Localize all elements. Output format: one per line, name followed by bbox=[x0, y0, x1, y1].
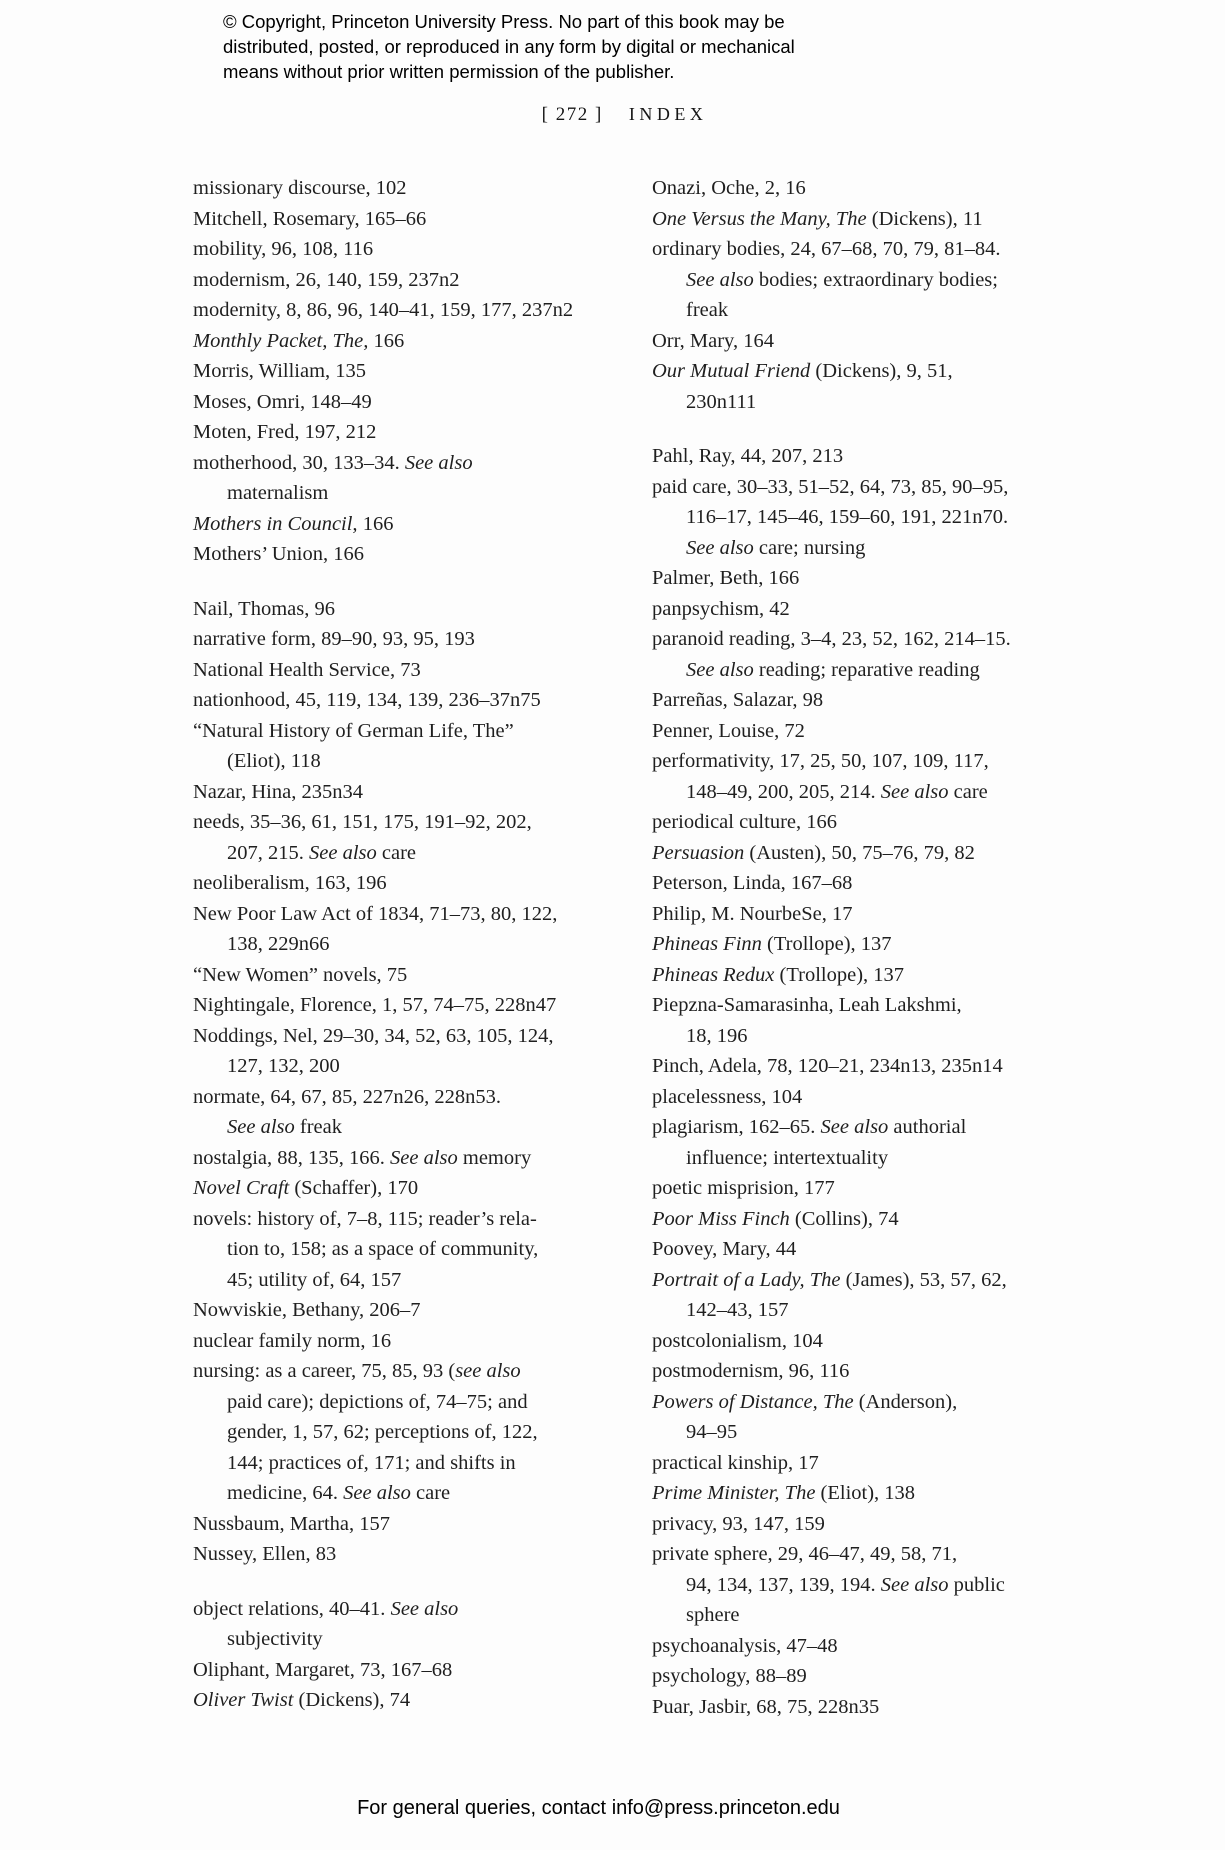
index-entry-line: Parreñas, Salazar, 98 bbox=[652, 689, 824, 711]
index-entry-line: Pahl, Ray, 44, 207, 213 bbox=[652, 445, 844, 467]
index-entry bbox=[652, 929, 1122, 960]
index-entry bbox=[652, 563, 1122, 594]
index-entry-line: postmodernism, 96, 116 bbox=[652, 1360, 850, 1382]
index-entry-line: sphere bbox=[686, 1604, 740, 1626]
index-entry bbox=[193, 387, 663, 418]
index-entry bbox=[652, 624, 1122, 685]
index-entry-line: Puar, Jasbir, 68, 75, 228n35 bbox=[652, 1695, 880, 1718]
index-entry-line: Poor Miss Finch (Collins), 74 bbox=[652, 1207, 899, 1230]
index-entry bbox=[193, 173, 663, 204]
index-entry-line: mobility, 96, 108, 116 bbox=[193, 238, 374, 260]
index-entry bbox=[193, 1021, 663, 1082]
index-entry-line: 144; practices of, 171; and shifts in bbox=[227, 1451, 516, 1474]
index-entry-line: psychology, 88–89 bbox=[652, 1665, 807, 1687]
index-entry bbox=[193, 1655, 663, 1686]
index-entry bbox=[652, 173, 1122, 204]
index-entry bbox=[652, 960, 1122, 991]
index-entry-line: 230n111 bbox=[686, 390, 757, 413]
index-entry-line: novels: history of, 7–8, 115; reader’s rela- bbox=[193, 1207, 537, 1230]
index-entry-line: private sphere, 29, 46–47, 49, 58, 71, bbox=[652, 1543, 958, 1565]
index-column-right bbox=[652, 173, 1122, 1722]
index-entry bbox=[193, 295, 663, 326]
index-entry-line: postcolonialism, 104 bbox=[652, 1329, 823, 1352]
index-entry bbox=[652, 472, 1122, 564]
index-entry-line: 94–95 bbox=[686, 1421, 738, 1443]
index-entry bbox=[193, 1326, 663, 1357]
index-entry-line: modernity, 8, 86, 96, 140–41, 159, 177, 237n2 bbox=[193, 299, 574, 321]
index-entry-line: 148–49, 200, 205, 214. See also care bbox=[686, 780, 988, 803]
index-entry-line: freak bbox=[686, 299, 729, 321]
letter-group-gap bbox=[193, 570, 663, 594]
copyright-line: © Copyright, Princeton University Press. No part of this book may be bbox=[223, 11, 785, 32]
index-entry-line: nuclear family norm, 16 bbox=[193, 1329, 392, 1352]
index-entry bbox=[193, 1539, 663, 1570]
index-entry-line: narrative form, 89–90, 93, 95, 193 bbox=[193, 628, 475, 650]
index-entry-line: maternalism bbox=[227, 482, 329, 504]
index-entry bbox=[652, 1265, 1122, 1326]
index-entry bbox=[652, 899, 1122, 930]
index-entry-line: Penner, Louise, 72 bbox=[652, 719, 805, 742]
index-entry bbox=[652, 746, 1122, 807]
index-entry-line: Moten, Fred, 197, 212 bbox=[193, 421, 377, 443]
index-entry-line: One Versus the Many, The (Dickens), 11 bbox=[652, 207, 983, 230]
index-entry bbox=[193, 539, 663, 570]
index-entry-line: Phineas Redux (Trollope), 137 bbox=[652, 963, 905, 986]
page-title: INDEX bbox=[628, 104, 708, 124]
index-entry-line: performativity, 17, 25, 50, 107, 109, 117, bbox=[652, 750, 989, 772]
index-entry bbox=[193, 655, 663, 686]
index-entry-line: Mothers in Council, 166 bbox=[193, 512, 394, 535]
index-entry bbox=[193, 1295, 663, 1326]
index-entry-line: New Poor Law Act of 1834, 71–73, 80, 122, bbox=[193, 902, 558, 925]
index-entry bbox=[193, 1685, 663, 1716]
footer-contact bbox=[357, 1797, 840, 1820]
index-entry-line: Novel Craft (Schaffer), 170 bbox=[193, 1177, 419, 1199]
index-entry bbox=[193, 448, 663, 509]
index-entry-line: medicine, 64. See also care bbox=[227, 1482, 451, 1504]
index-entry-line: Nussey, Ellen, 83 bbox=[193, 1543, 337, 1565]
index-entry-line: (Eliot), 118 bbox=[227, 750, 321, 772]
index-entry bbox=[652, 1173, 1122, 1204]
index-entry bbox=[652, 204, 1122, 235]
index-entry-line: modernism, 26, 140, 159, 237n2 bbox=[193, 268, 460, 291]
index-entry bbox=[193, 624, 663, 655]
index-entry-line: Onazi, Oche, 2, 16 bbox=[652, 177, 806, 199]
index-entry-line: panpsychism, 42 bbox=[652, 597, 790, 620]
index-entry bbox=[193, 899, 663, 960]
index-entry-line: poetic misprision, 177 bbox=[652, 1177, 835, 1199]
index-entry-line: object relations, 40–41. See also bbox=[193, 1597, 459, 1620]
index-entry-line: Morris, William, 135 bbox=[193, 360, 367, 382]
index-entry-line: needs, 35–36, 61, 151, 175, 191–92, 202, bbox=[193, 811, 532, 833]
letter-group-gap bbox=[652, 417, 1122, 441]
index-entry-line: influence; intertextuality bbox=[686, 1146, 889, 1169]
index-entry bbox=[652, 441, 1122, 472]
index-entry-line: See also freak bbox=[227, 1116, 342, 1138]
index-entry-line: Philip, M. NourbeSe, 17 bbox=[652, 902, 853, 925]
index-entry bbox=[652, 1448, 1122, 1479]
index-entry bbox=[652, 326, 1122, 357]
index-entry-line: nationhood, 45, 119, 134, 139, 236–37n75 bbox=[193, 689, 541, 711]
index-entry bbox=[193, 509, 663, 540]
index-entry-line: Palmer, Beth, 166 bbox=[652, 567, 800, 589]
index-entry bbox=[193, 685, 663, 716]
index-entry bbox=[193, 204, 663, 235]
index-entry bbox=[193, 716, 663, 777]
index-entry bbox=[652, 807, 1122, 838]
index-entry bbox=[652, 1661, 1122, 1692]
index-entry bbox=[193, 234, 663, 265]
index-entry-line: gender, 1, 57, 62; perceptions of, 122, bbox=[227, 1421, 538, 1443]
index-entry-line: normate, 64, 67, 85, 227n26, 228n53. bbox=[193, 1085, 502, 1108]
index-entry bbox=[193, 868, 663, 899]
index-entry bbox=[193, 1082, 663, 1143]
index-entry bbox=[193, 1143, 663, 1174]
index-entry-line: Mitchell, Rosemary, 165–66 bbox=[193, 207, 427, 230]
index-entry bbox=[652, 1692, 1122, 1723]
index-entry bbox=[193, 356, 663, 387]
index-entry bbox=[193, 265, 663, 296]
index-entry-line: 127, 132, 200 bbox=[227, 1055, 340, 1077]
index-entry bbox=[193, 777, 663, 808]
index-entry bbox=[652, 838, 1122, 869]
running-head bbox=[542, 104, 708, 126]
index-entry bbox=[652, 1234, 1122, 1265]
index-entry-line: 45; utility of, 64, 157 bbox=[227, 1268, 402, 1291]
index-entry-line: 138, 229n66 bbox=[227, 933, 330, 955]
index-entry-line: privacy, 93, 147, 159 bbox=[652, 1512, 825, 1535]
index-entry-line: periodical culture, 166 bbox=[652, 811, 838, 833]
index-entry-line: 207, 215. See also care bbox=[227, 841, 416, 864]
index-entry-line: “Natural History of German Life, The” bbox=[193, 719, 514, 742]
index-entry bbox=[652, 356, 1122, 417]
index-entry-line: Piepzna-Samarasinha, Leah Lakshmi, bbox=[652, 994, 962, 1016]
index-entry-line: missionary discourse, 102 bbox=[193, 177, 407, 199]
index-entry-line: subjectivity bbox=[227, 1628, 323, 1650]
index-entry bbox=[652, 1356, 1122, 1387]
index-entry-line: motherhood, 30, 133–34. See also bbox=[193, 451, 473, 474]
index-entry bbox=[652, 1509, 1122, 1540]
copyright-notice bbox=[223, 9, 795, 84]
index-entry-line: Nussbaum, Martha, 157 bbox=[193, 1512, 391, 1535]
index-entry-line: Oliver Twist (Dickens), 74 bbox=[193, 1689, 411, 1711]
index-entry bbox=[652, 594, 1122, 625]
index-entry-line: Moses, Omri, 148–49 bbox=[193, 390, 372, 413]
index-entry bbox=[193, 594, 663, 625]
index-entry-line: Oliphant, Margaret, 73, 167–68 bbox=[193, 1658, 453, 1681]
index-entry-line: paranoid reading, 3–4, 23, 52, 162, 214–15. bbox=[652, 628, 1011, 650]
index-entry-line: “New Women” novels, 75 bbox=[193, 963, 408, 986]
index-entry-line: neoliberalism, 163, 196 bbox=[193, 872, 387, 894]
index-entry bbox=[193, 1594, 663, 1655]
index-entry-line: See also care; nursing bbox=[686, 536, 866, 559]
index-entry bbox=[193, 1204, 663, 1296]
index-entry bbox=[652, 1051, 1122, 1082]
index-entry-line: paid care, 30–33, 51–52, 64, 73, 85, 90–95, bbox=[652, 475, 1009, 498]
index-entry bbox=[652, 1478, 1122, 1509]
index-entry-line: nursing: as a career, 75, 85, 93 (see also bbox=[193, 1360, 521, 1382]
index-entry-line: Our Mutual Friend (Dickens), 9, 51, bbox=[652, 360, 953, 382]
index-entry-line: See also reading; reparative reading bbox=[686, 658, 980, 681]
index-entry-line: 18, 196 bbox=[686, 1024, 748, 1047]
index-entry bbox=[652, 1204, 1122, 1235]
index-entry-line: Powers of Distance, The (Anderson), bbox=[652, 1390, 958, 1413]
index-entry-line: 142–43, 157 bbox=[686, 1299, 789, 1321]
index-entry bbox=[652, 234, 1122, 326]
index-entry-line: nostalgia, 88, 135, 166. See also memory bbox=[193, 1146, 532, 1169]
index-entry bbox=[652, 868, 1122, 899]
index-entry-line: See also bodies; extraordinary bodies; bbox=[686, 268, 998, 291]
index-entry-line: Portrait of a Lady, The (James), 53, 57, 62, bbox=[652, 1268, 1007, 1291]
index-entry-line: Pinch, Adela, 78, 120–21, 234n13, 235n14 bbox=[652, 1055, 1003, 1077]
index-column-left bbox=[193, 173, 663, 1716]
index-entry-line: psychoanalysis, 47–48 bbox=[652, 1634, 838, 1657]
index-entry bbox=[652, 716, 1122, 747]
index-entry bbox=[193, 417, 663, 448]
index-entry-line: 94, 134, 137, 139, 194. See also public bbox=[686, 1573, 1005, 1596]
index-entry bbox=[652, 1631, 1122, 1662]
index-entry-line: Monthly Packet, The, 166 bbox=[193, 329, 405, 352]
index-entry-line: ordinary bodies, 24, 67–68, 70, 79, 81–84. bbox=[652, 238, 1001, 260]
index-entry bbox=[193, 1173, 663, 1204]
index-entry bbox=[193, 960, 663, 991]
index-entry-line: placelessness, 104 bbox=[652, 1085, 803, 1108]
index-entry bbox=[652, 685, 1122, 716]
index-entry bbox=[652, 1539, 1122, 1631]
letter-group-gap bbox=[193, 1570, 663, 1594]
index-entry bbox=[652, 990, 1122, 1051]
index-entry-line: Orr, Mary, 164 bbox=[652, 329, 774, 352]
index-entry-line: paid care); depictions of, 74–75; and bbox=[227, 1390, 528, 1413]
index-entry-line: Peterson, Linda, 167–68 bbox=[652, 872, 853, 894]
index-entry bbox=[652, 1112, 1122, 1173]
index-entry-line: plagiarism, 162–65. See also authorial bbox=[652, 1116, 967, 1138]
index-entry bbox=[193, 1356, 663, 1509]
index-entry-line: practical kinship, 17 bbox=[652, 1451, 819, 1474]
index-entry-line: Nightingale, Florence, 1, 57, 74–75, 228n47 bbox=[193, 994, 557, 1016]
index-entry-line: Nail, Thomas, 96 bbox=[193, 597, 335, 620]
contact-email-link[interactable]: info@press.princeton.edu bbox=[611, 1797, 840, 1819]
index-entry-line: tion to, 158; as a space of community, bbox=[227, 1238, 539, 1260]
index-entry-line: 116–17, 145–46, 159–60, 191, 221n70. bbox=[686, 506, 1009, 528]
index-entry-line: Prime Minister, The (Eliot), 138 bbox=[652, 1482, 916, 1504]
index-entry-line: Phineas Finn (Trollope), 137 bbox=[652, 933, 892, 955]
index-entry-line: Mothers’ Union, 166 bbox=[193, 543, 365, 565]
index-entry bbox=[652, 1326, 1122, 1357]
index-entry bbox=[193, 807, 663, 868]
index-entry-line: Nazar, Hina, 235n34 bbox=[193, 780, 363, 803]
index-entry bbox=[652, 1082, 1122, 1113]
index-entry-line: National Health Service, 73 bbox=[193, 658, 421, 681]
index-entry-line: Nowviskie, Bethany, 206–7 bbox=[193, 1299, 421, 1321]
footer-contact-text: For general queries, contact bbox=[357, 1797, 612, 1819]
index-entry-line: Persuasion (Austen), 50, 75–76, 79, 82 bbox=[652, 841, 975, 864]
index-entry bbox=[193, 990, 663, 1021]
index-entry-line: Noddings, Nel, 29–30, 34, 52, 63, 105, 124, bbox=[193, 1024, 554, 1047]
copyright-line: distributed, posted, or reproduced in any form by digital or mechanical bbox=[223, 36, 795, 57]
index-entry-line: Poovey, Mary, 44 bbox=[652, 1238, 797, 1260]
copyright-line: means without prior written permission of the publisher. bbox=[223, 61, 675, 82]
page-number: [ 272 ] bbox=[541, 104, 603, 125]
index-entry bbox=[652, 1387, 1122, 1448]
index-entry bbox=[193, 1509, 663, 1540]
index-entry bbox=[193, 326, 663, 357]
